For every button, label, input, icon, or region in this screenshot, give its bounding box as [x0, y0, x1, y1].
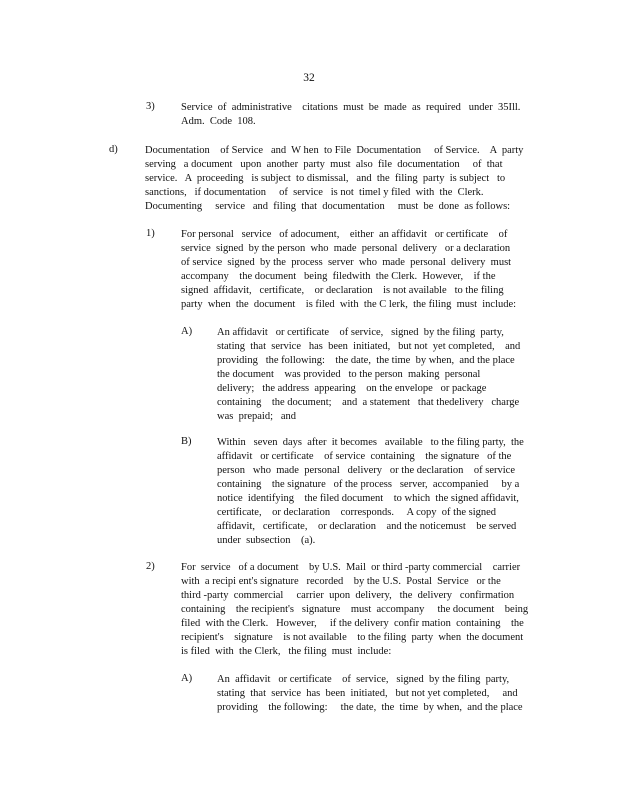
text-line: providing the following: the date, the time by when, and the place: [217, 355, 515, 366]
item-3-text: [181, 101, 520, 129]
text-line: was prepaid; and: [217, 411, 297, 422]
text-line: serving a document upon another party must also file documentation of that: [145, 159, 503, 170]
text-line: is filed with the Clerk, the filing must include:: [181, 646, 392, 657]
section-d-label: d): [109, 144, 118, 155]
text-line: accompany the document being filedwith the Clerk. However, if the: [181, 271, 496, 282]
text-line: Adm. Code 108.: [181, 116, 256, 127]
text-line: providing the following: the date, the time by when, and the place: [217, 702, 523, 713]
text-line: service. A proceeding is subject to dismissal, and the filing party is subject to: [145, 173, 506, 184]
text-line: For personal service of adocument, either an affidavit or certificate of: [181, 229, 508, 240]
section-d-text: [145, 144, 523, 214]
text-line: An affidavit or certificate of service, signed by the filing party,: [217, 327, 504, 338]
text-line: with a recipi ent's signature recorded by the U.S. Postal Service or the: [181, 576, 501, 587]
text-line: notice identifying the filed document to which the signed affidavit,: [217, 493, 519, 504]
item-1-label: 1): [146, 228, 155, 239]
text-line: affidavit or certificate of service containing the signature of the: [217, 451, 512, 462]
text-line: containing the recipient's signature must accompany the document being: [181, 604, 529, 615]
item-1a-label: A): [181, 326, 193, 337]
text-line: party when the document is filed with the C lerk, the filing must include:: [181, 299, 517, 310]
item-1-text: [181, 228, 516, 312]
text-line: the document was provided to the person making personal: [217, 369, 481, 380]
item-1a-text: [217, 326, 520, 424]
text-line: affidavit, certificate, or declaration and the noticemust be served: [217, 521, 517, 532]
item-2-label: 2): [146, 561, 155, 572]
item-1b-label: B): [181, 436, 192, 447]
text-line: signed affidavit, certificate, or declaration is not available to the filing: [181, 285, 504, 296]
item-1b-text: [217, 436, 524, 548]
text-line: containing the document; and a statement that thedelivery charge: [217, 397, 520, 408]
text-line: of service signed by the process server who made personal delivery must: [181, 257, 512, 268]
text-line: sanctions, if documentation of service is not timel y filed with the Clerk.: [145, 187, 484, 198]
text-line: delivery; the address appearing on the envelope or package: [217, 383, 487, 394]
text-line: service signed by the person who made personal delivery or a declaration: [181, 243, 511, 254]
item-3-label: 3): [146, 101, 155, 112]
text-line: For service of a document by U.S. Mail or third -party commercial carrier: [181, 562, 521, 573]
item-2a-label: A): [181, 673, 193, 684]
text-line: certificate, or declaration corresponds. A copy of the signed: [217, 507, 497, 518]
item-2-text: [181, 561, 528, 659]
text-line: Documentation of Service and W hen to File Documentation of Service. A party: [145, 145, 524, 156]
text-line: recipient's signature is not available to the filing party when the document: [181, 632, 524, 643]
text-line: stating that service has been initiated, but not yet completed, and: [217, 341, 521, 352]
text-line: Within seven days after it becomes available to the filing party, the: [217, 437, 524, 448]
text-line: filed with the Clerk. However, if the delivery confir mation containing the: [181, 618, 524, 629]
item-2a-text: [217, 673, 523, 715]
text-line: person who made personal delivery or the declaration of service: [217, 465, 515, 476]
page-number: 32: [303, 72, 315, 84]
text-line: An affidavit or certificate of service, signed by the filing party,: [217, 674, 510, 685]
text-line: Documenting service and filing that documentation must be done as follows:: [145, 201, 511, 212]
text-line: under subsection (a).: [217, 535, 316, 546]
text-line: third -party commercial carrier upon delivery, the delivery confirmation: [181, 590, 515, 601]
text-line: Service of administrative citations must be made as required under 35Ill.: [181, 102, 521, 113]
text-line: stating that service has been initiated, but not yet completed, and: [217, 688, 518, 699]
text-line: containing the signature of the process server, accompanied by a: [217, 479, 520, 490]
